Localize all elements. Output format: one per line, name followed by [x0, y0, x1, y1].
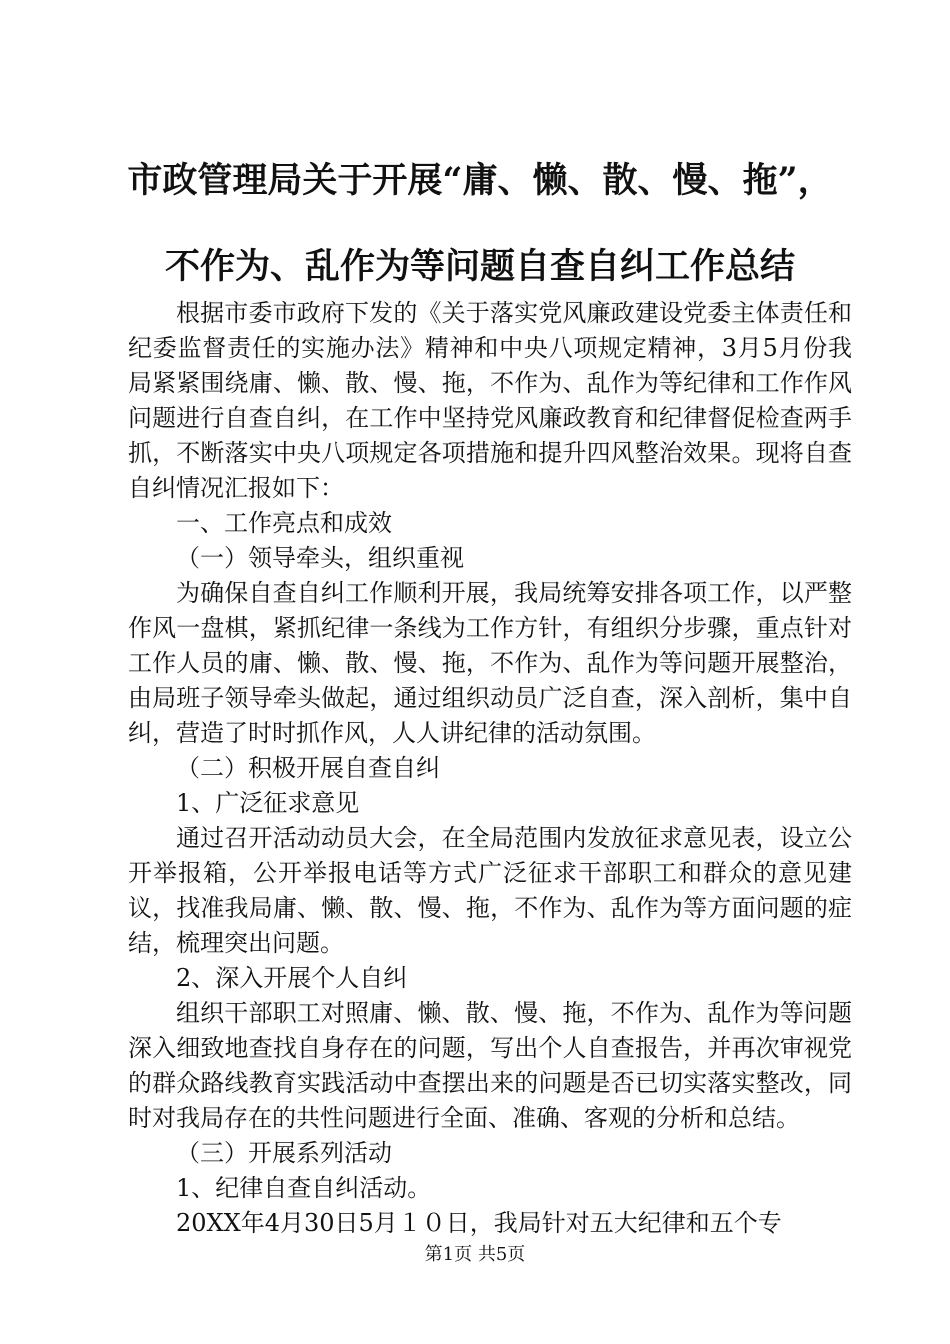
subsection-heading-3: （三）开展系列活动 [176, 1139, 392, 1167]
document-title-line-1: 市政管理局关于开展“庸、懒、散、慢、拖”， [127, 160, 833, 201]
item-heading-3: 1、纪律自查自纠活动。 [176, 1174, 432, 1202]
page-footer: 第1页 共5页 [424, 1244, 526, 1265]
section-heading-1: 一、工作亮点和成效 [176, 509, 392, 537]
item-heading-2: 2、深入开展个人自纠 [176, 964, 408, 992]
paragraph-opinions: 通过召开活动动员大会，在全局范围内发放征求意见表，设立公开举报箱，公开举报电话等方式广泛征求干部职工和群众的意见建议，找准我局庸、懒、散、慢、拖，不作为、乱作为等方面问题的症结，梳理突出问题。 [128, 824, 852, 957]
subsection-heading-1: （一）领导牵头，组织重视 [176, 544, 464, 572]
document-title-line-2: 不作为、乱作为等问题自查自纠工作总结 [164, 246, 795, 287]
paragraph-activity-dates: 20XX年4月30日5月１０日，我局针对五大纪律和五个专 [176, 1209, 782, 1237]
paragraph-self-correction: 组织干部职工对照庸、懒、散、慢、拖，不作为、乱作为等问题深入细致地查找自身存在的问题，写出个人自查报告，并再次审视党的群众路线教育实践活动中查摆出来的问题是否已切实落实整改，同时对我局存在的共性问题进行全面、准确、客观的分析和总结。 [128, 999, 852, 1132]
paragraph-intro: 根据市委市政府下发的《关于落实党风廉政建设党委主体责任和纪委监督责任的实施办法》精神和中央八项规定精神，3月5月份我局紧紧围绕庸、懒、散、慢、拖，不作为、乱作为等纪律和工作作风问题进行自查自纠，在工作中坚持党风廉政教育和纪律督促检查两手抓，不断落实中央八项规定各项措施和提升四风整治效果。现将自查自纠情况汇报如下： [128, 299, 852, 502]
document-body [128, 296, 852, 1241]
paragraph-leadership: 为确保自查自纠工作顺利开展，我局统筹安排各项工作，以严整作风一盘棋，紧抓纪律一条线为工作方针，有组织分步骤，重点针对工作人员的庸、懒、散、慢、拖，不作为、乱作为等问题开展整治，由局班子领导牵头做起，通过组织动员广泛自查，深入剖析，集中自纠，营造了时时抓作风，人人讲纪律的活动氛围。 [128, 579, 852, 747]
subsection-heading-2: （二）积极开展自查自纠 [176, 754, 440, 782]
item-heading-1: 1、广泛征求意见 [176, 789, 360, 817]
